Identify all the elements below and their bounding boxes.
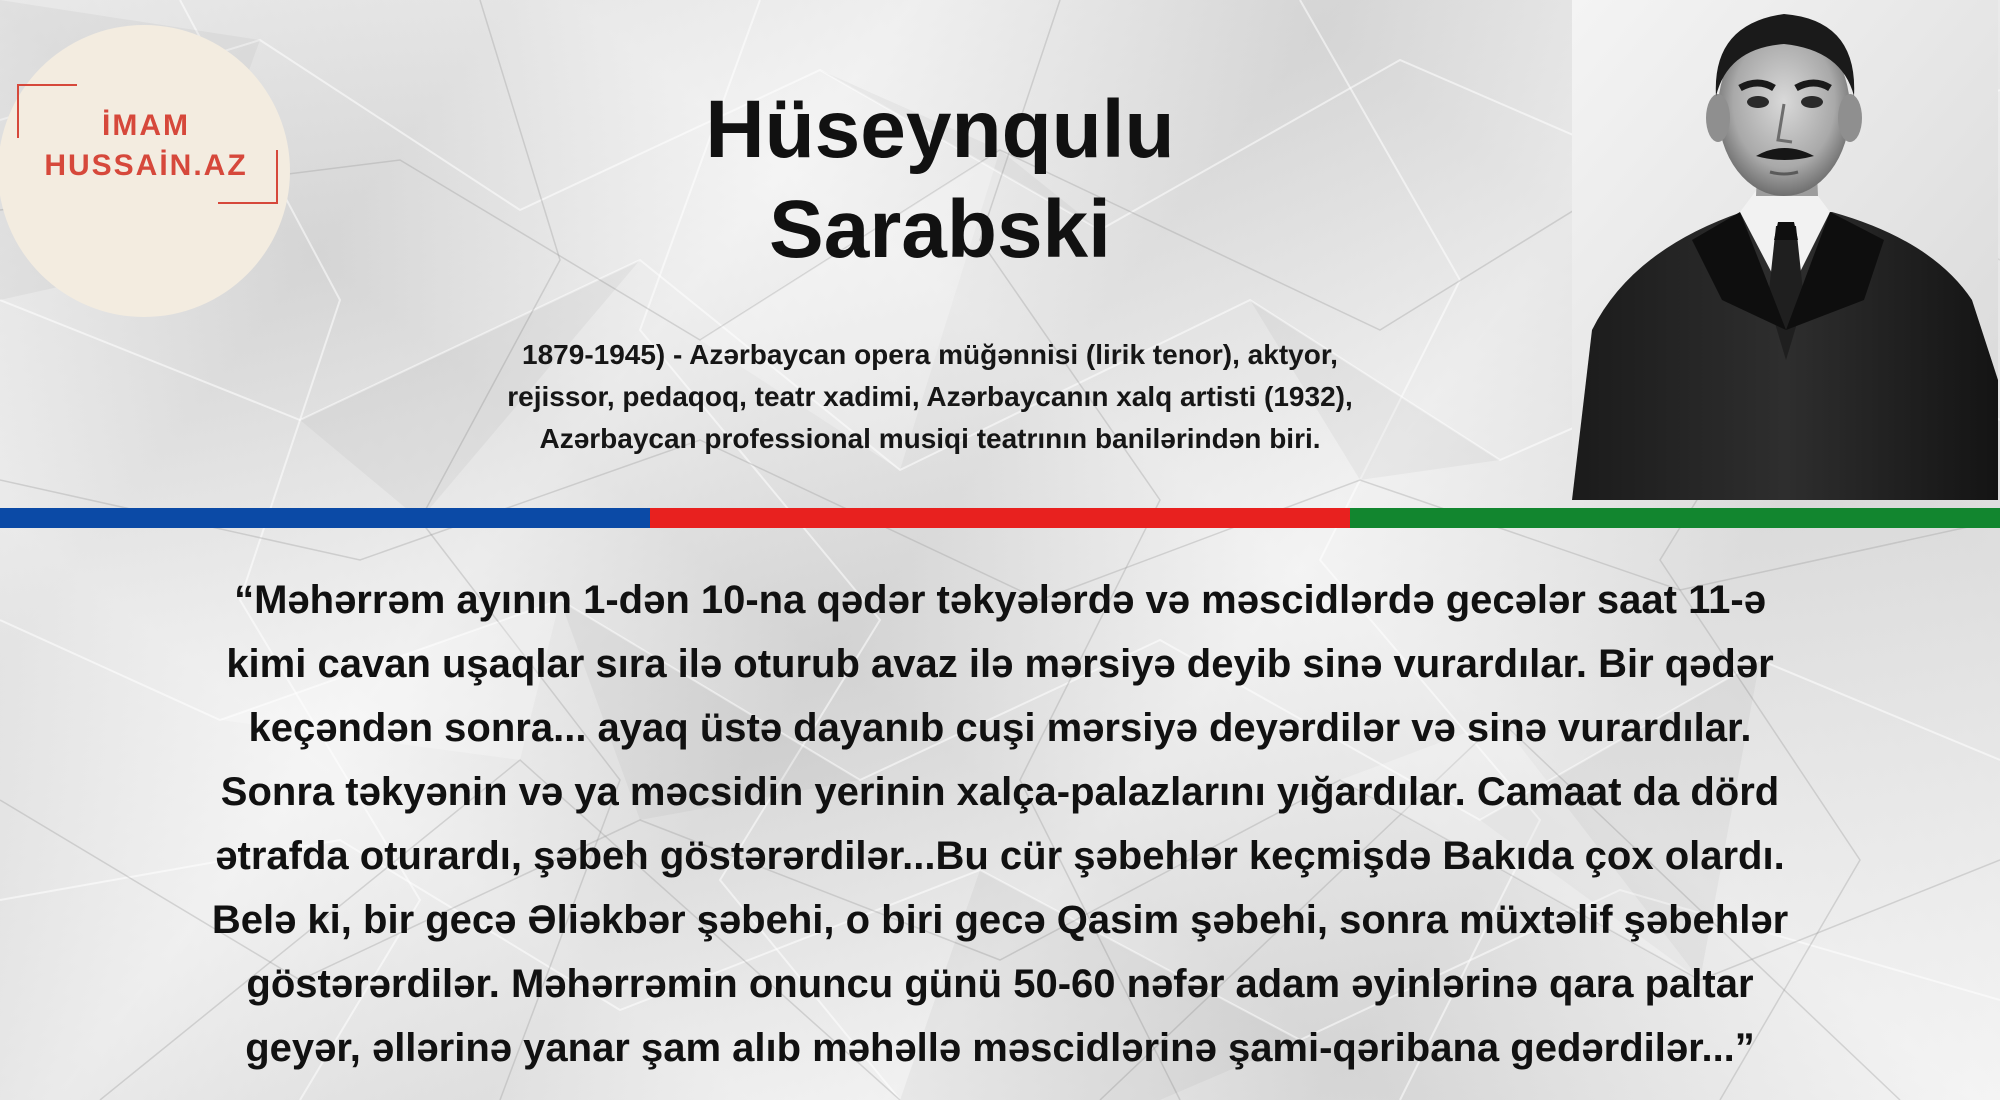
- bio-text: [380, 334, 1480, 460]
- flag-stripe-blue: [0, 508, 650, 528]
- bio-line-2: rejissor, pedaqoq, teatr xadimi, Azərbaycanın xalq artisti (1932),: [507, 381, 1353, 412]
- quote-line: Belə ki, bir gecə Əliəkbər şəbehi, o biri gecə Qasim şəbehi, sonra müxtəlif şəbehlər: [211, 898, 1789, 942]
- logo-text: [20, 106, 272, 186]
- portrait-photo: [1572, 0, 1998, 500]
- quote-line: ətrafda oturardı, şəbeh göstərərdilər...Bu cür şəbehlər keçmişdə Bakıda çox olardı.: [215, 834, 1785, 878]
- quote-line: keçəndən sonra... ayaq üstə dayanıb cuşi mərsiyə deyərdilər və sinə vurardılar.: [248, 706, 1752, 750]
- page-title: [540, 80, 1340, 280]
- bio-line-3: Azərbaycan professional musiqi teatrının banilərindən biri.: [539, 423, 1321, 454]
- title-line-1: Hüseynqulu: [705, 84, 1175, 175]
- bio-line-1: 1879-1945) - Azərbaycan opera müğənnisi (lirik tenor), aktyor,: [522, 339, 1338, 370]
- quote-line: geyər, əllərinə yanar şam alıb məhəllə məscidlərinə şami-qəribana gedərdilər...”: [245, 1026, 1755, 1070]
- quote-line: göstərərdilər. Məhərrəmin onuncu günü 50-60 nəfər adam əyinlərinə qara paltar: [246, 962, 1754, 1006]
- title-line-2: Sarabski: [769, 184, 1111, 275]
- quote-line: “Məhərrəm ayının 1-dən 10-na qədər təkyələrdə və məscidlərdə gecələr saat 11-ə: [234, 578, 1766, 622]
- flag-stripe-red: [650, 508, 1350, 528]
- quote-line: kimi cavan uşaqlar sıra ilə oturub avaz ilə mərsiyə deyib sinə vurardılar. Bir qədər: [226, 642, 1774, 686]
- quote-text: [30, 568, 1970, 1080]
- logo-line-2: HUSSAİN.AZ: [44, 149, 248, 182]
- logo-line-1: İMAM: [102, 109, 190, 142]
- flag-stripe-green: [1350, 508, 2000, 528]
- quote-line: Sonra təkyənin və ya məcsidin yerinin xalça-palazlarını yığardılar. Camaat da dörd: [220, 770, 1780, 814]
